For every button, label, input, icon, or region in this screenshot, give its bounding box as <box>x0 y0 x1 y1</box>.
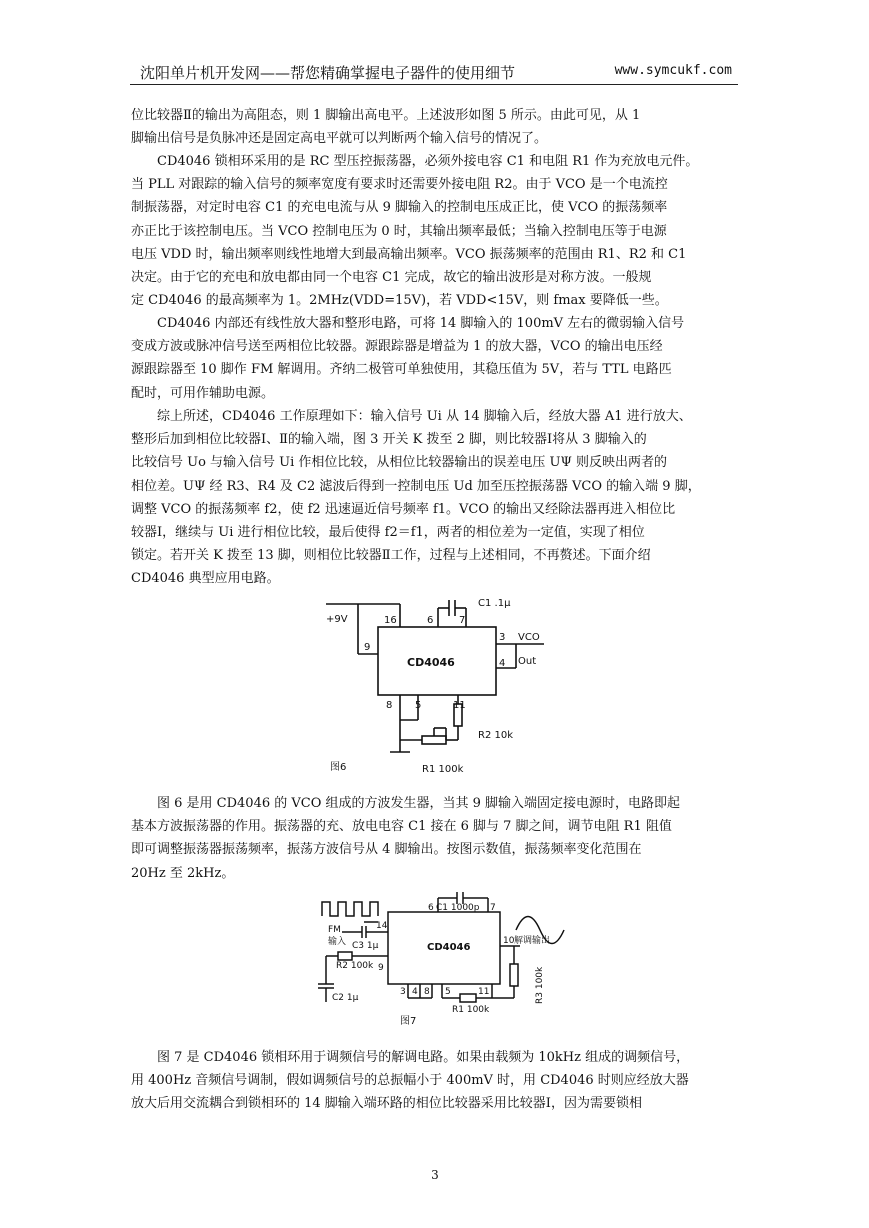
text-line: 用 400Hz 音频信号调制，假如调频信号的总振幅小于 400mV 时，用 CD4046 时则应经放大器 <box>131 1073 689 1089</box>
text-line: 调整 VCO 的振荡频率 f2，使 f2 迅速逼近信号频率 f1。VCO 的输出又经除法器再进入相位比 <box>131 501 676 517</box>
demod-output-label: 解调输出 <box>514 936 551 946</box>
c1-label: C1 1000p <box>436 903 480 913</box>
text-line: 当 PLL 对跟踪的输入信号的频率宽度有要求时还需要外接电阻 R2。由于 VCO 是一个电流控 <box>131 177 668 193</box>
paragraph-6 <box>131 1046 739 1116</box>
text-line: 位比较器Ⅱ的输出为高阻态，则 1 脚输出高电平。上述波形如图 5 所示。由此可见，从 1 <box>131 108 641 123</box>
pin-label: 3 <box>499 632 506 643</box>
text-line: 即可调整振荡器振荡频率，振荡方波信号从 4 脚输出。按图示数值，振荡频率变化范围在 <box>131 842 642 858</box>
paragraph-5 <box>131 792 739 885</box>
text-line: 综上所述，CD4046 工作原理如下：输入信号 Ui 从 14 脚输入后，经放大器 A1 进行放大、 <box>131 409 692 424</box>
c3-label: C3 1μ <box>352 941 379 951</box>
text-line: 决定。由于它的充电和放电都由同一个电容 C1 完成，故它的输出波形是对称方波。一般规 <box>131 270 652 286</box>
text-line: 定 CD4046 的最高频率为 1。2MHz(VDD=15V)，若 VDD<15V，则 fmax 要降低一些。 <box>131 293 668 309</box>
r3-label: R3 100k <box>535 966 545 1004</box>
text-line: CD4046 锁相环采用的是 RC 型压控振荡器，必须外接电容 C1 和电阻 R1 作为充放电元件。 <box>131 154 699 169</box>
fm-input-label: FM <box>328 925 341 935</box>
page-number: 3 <box>431 1168 439 1182</box>
page-header <box>130 58 738 85</box>
paragraph-2 <box>131 150 739 312</box>
figure-7-circuit <box>302 890 592 1030</box>
vco-label: VCO <box>518 632 540 643</box>
pin-label: 11 <box>453 700 466 711</box>
text-line: 亦正比于该控制电压。当 VCO 控制电压为 0 时，其输出频率最低；当输入控制电压等于电源 <box>131 223 667 239</box>
fm-input-label: 输入 <box>328 937 347 947</box>
pin-label: 7 <box>490 903 496 913</box>
header-url: www.symcukf.com <box>614 63 732 78</box>
text-line: 较器Ⅰ，继续与 Ui 进行相位比较，最后使得 f2＝f1，两者的相位差为一定值，实现了相位 <box>131 525 645 541</box>
supply-label: +9V <box>326 614 348 625</box>
pin-label: 8 <box>386 700 393 711</box>
text-line: 电压 VDD 时，输出频率则线性地增大到最高输出频率。VCO 振荡频率的范围由 R1、R2 和 C1 <box>131 246 687 262</box>
pin-label: 5 <box>415 700 422 711</box>
text-line: 制振荡器，对定时电容 C1 的充电电流与从 9 脚输入的控制电压成正比，使 VCO 的振荡频率 <box>131 200 668 216</box>
pin-label: 11 <box>478 987 490 997</box>
pin-label: 6 <box>428 903 434 913</box>
text-line: 20Hz 至 2kHz。 <box>131 865 235 881</box>
text-line: CD4046 内部还有线性放大器和整形电路，可将 14 脚输入的 100mV 左右的微弱输入信号 <box>131 316 685 331</box>
pin-label: 9 <box>378 963 384 973</box>
pin-label: 7 <box>459 615 466 626</box>
r1-label: R1 100k <box>452 1005 490 1015</box>
text-line: 变成方波或脉冲信号送至两相位比较器。源跟踪器是增益为 1 的放大器，VCO 的输出电压经 <box>131 339 663 355</box>
pin-label: 10 <box>503 936 515 946</box>
text-line: 源跟踪器至 10 脚作 FM 解调用。齐纳二极管可单独使用，其稳压值为 5V，若与 TTL 电路匹 <box>131 362 672 378</box>
text-line: 配时，可用作辅助电源。 <box>131 385 275 401</box>
pin-label: 4 <box>499 658 506 669</box>
header-title: 沈阳单片机开发网——帮您精确掌握电子器件的使用细节 <box>140 64 516 82</box>
text-line: 图 7 是 CD4046 锁相环用于调频信号的解调电路。如果由载频为 10kHz 组成的调频信号， <box>131 1050 690 1065</box>
c1-label: C1 .1μ <box>478 598 511 609</box>
pin-label: 5 <box>445 987 451 997</box>
pin-label: 6 <box>427 615 434 626</box>
text-line: 脚输出信号是负脉冲还是固定高电平就可以判断两个输入信号的情况了。 <box>131 131 548 147</box>
figure-caption: 图7 <box>400 1016 417 1027</box>
pin-label: 14 <box>376 921 388 931</box>
text-line: 锁定。若开关 K 拨至 13 脚，则相位比较器Ⅱ工作，过程与上述相同，不再赘述。下面介绍 <box>131 548 651 564</box>
pin-label: 9 <box>364 642 371 653</box>
text-line: 相位差。UΨ 经 R3、R4 及 C2 滤波后得到一控制电压 Ud 加至压控振荡器 VCO 的输入端 9 脚， <box>131 478 701 494</box>
out-label: Out <box>518 656 537 667</box>
pin-label: 4 <box>412 987 418 997</box>
pin-label: 3 <box>400 987 406 997</box>
text-line: CD4046 典型应用电路。 <box>131 571 280 587</box>
paragraph-4 <box>131 405 739 591</box>
r1-label: R1 100k <box>422 764 464 775</box>
figure-6-circuit <box>318 592 558 780</box>
text-line: 整形后加到相位比较器Ⅰ、Ⅱ的输入端，图 3 开关 K 拨至 2 脚，则比较器Ⅰ将从 3 脚输入的 <box>131 432 647 448</box>
paragraph-1 <box>131 104 739 150</box>
text-line: 基本方波振荡器的作用。振荡器的充、放电电容 C1 接在 6 脚与 7 脚之间，调节电阻 R1 阻值 <box>131 819 672 835</box>
pin-label: 8 <box>424 987 430 997</box>
r2-label: R2 10k <box>478 730 514 741</box>
text-line: 图 6 是用 CD4046 的 VCO 组成的方波发生器，当其 9 脚输入端固定接电源时，电路即起 <box>131 796 681 811</box>
text-line: 比较信号 Uo 与输入信号 Ui 作相位比较，从相位比较器输出的误差电压 UΨ 则反映出两者的 <box>131 455 668 471</box>
paragraph-3 <box>131 312 739 405</box>
pin-label: 16 <box>384 615 397 626</box>
text-line: 放大后用交流耦合到锁相环的 14 脚输入端环路的相位比较器采用比较器Ⅰ，因为需要锁相 <box>131 1096 642 1112</box>
chip-label: CD4046 <box>407 656 455 669</box>
chip-label: CD4046 <box>427 942 471 953</box>
figure-caption: 图6 <box>330 762 347 773</box>
c2-label: C2 1μ <box>332 993 359 1003</box>
r2-label: R2 100k <box>336 961 374 971</box>
